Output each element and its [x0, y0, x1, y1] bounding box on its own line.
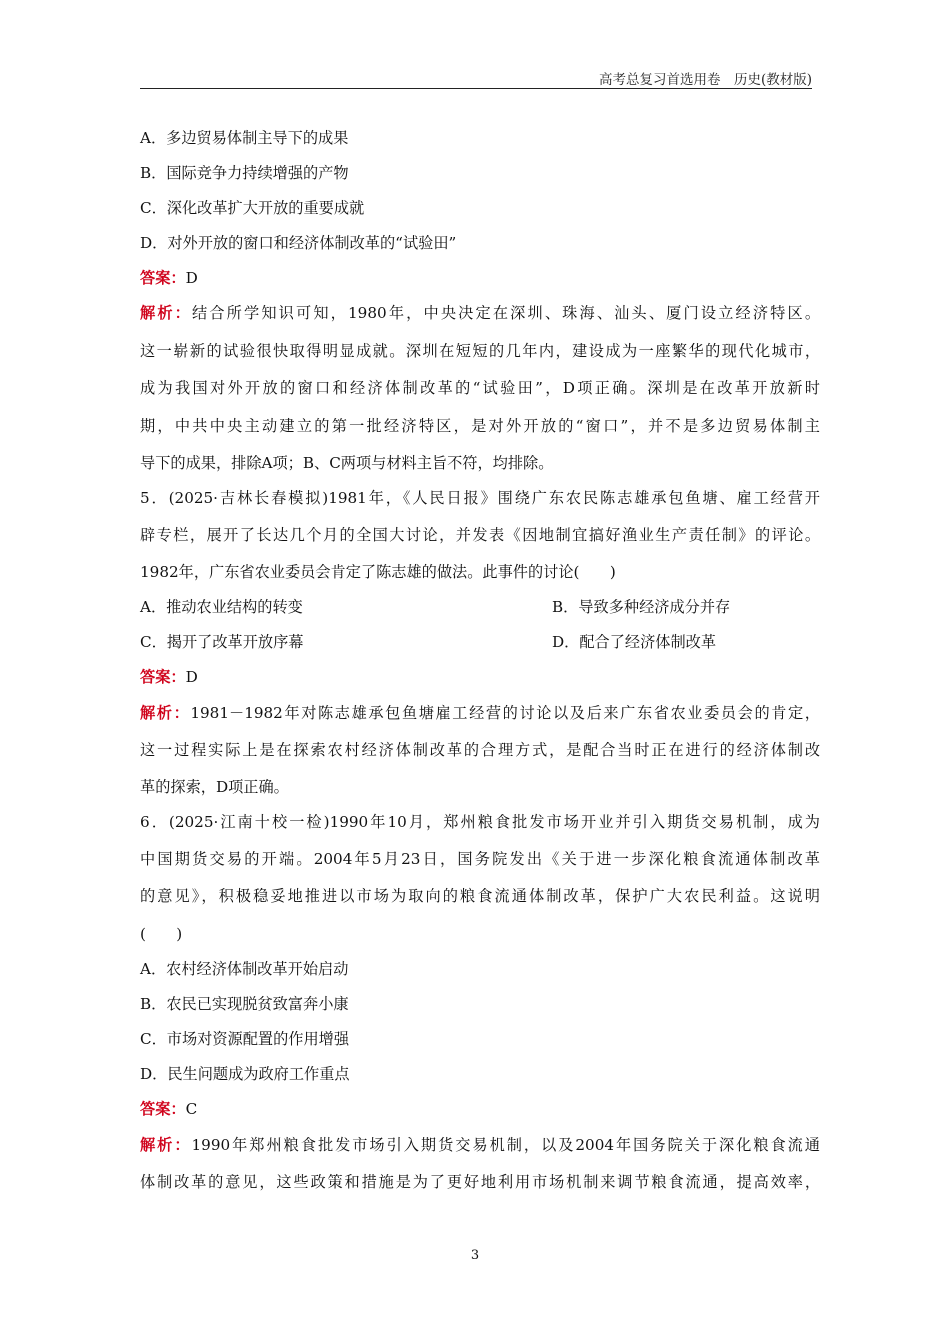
page-header — [140, 66, 812, 89]
q5-options-row — [140, 632, 820, 652]
q4-analysis-line: 期，中共中央主动建立的第一批经济特区，是对外开放的“窗口”，并不是多边贸易体制主 — [140, 417, 820, 435]
q6-option-a: A．农村经济体制改革开始启动 — [140, 960, 349, 978]
q5-option-a: A．推动农业结构的转变 — [140, 598, 303, 616]
q5-option-b: B．导致多种经济成分并存 — [552, 598, 731, 616]
q6-option-d: D．民生问题成为政府工作重点 — [140, 1065, 350, 1083]
answer-label: 答案： — [140, 668, 186, 686]
q4-option-c: C．深化改革扩大开放的重要成就 — [140, 199, 365, 217]
q5-option-c: C．揭开了改革开放序幕 — [140, 633, 304, 651]
answer-value: D — [185, 668, 198, 686]
q5-stem-line: 1982年，广东省农业委员会肯定了陈志雄的做法。此事件的讨论( ) — [140, 563, 616, 581]
q6-analysis-line — [140, 1135, 820, 1155]
page-number: 3 — [470, 1248, 480, 1263]
q5-options-row — [140, 597, 820, 617]
analysis-label: 解析： — [140, 304, 193, 322]
q5-analysis-line — [140, 703, 820, 723]
answer-value: D — [185, 269, 198, 287]
analysis-label: 解析： — [140, 704, 191, 722]
q6-option-b: B．农民已实现脱贫致富奔小康 — [140, 995, 349, 1013]
q5-stem-line: 5．(2025·吉林长春模拟)1981年，《人民日报》围绕广东农民陈志雄承包鱼塘、雇工经营开 — [140, 489, 820, 507]
q6-stem-line: 中国期货交易的开端。2004年5月23日，国务院发出《关于进一步深化粮食流通体制改革 — [140, 850, 820, 868]
analysis-text: 结合所学知识可知，1980年，中央决定在深圳、珠海、汕头、厦门设立经济特区。 — [192, 304, 821, 322]
q5-stem-line: 辟专栏，展开了长达几个月的全国大讨论，并发表《因地制宜搞好渔业生产责任制》的评论。 — [140, 526, 820, 544]
analysis-text: 1981－1982年对陈志雄承包鱼塘雇工经营的讨论以及后来广东省农业委员会的肯定， — [190, 704, 820, 722]
q6-stem-line: 6．(2025·江南十校一检)1990年10月，郑州粮食批发市场开业并引入期货交易机制，成为 — [140, 813, 820, 831]
q6-stem-line: ( ) — [140, 925, 183, 943]
q4-option-a: A．多边贸易体制主导下的成果 — [140, 129, 349, 147]
q6-stem-line: 的意见》，积极稳妥地推进以市场为取向的粮食流通体制改革，保护广大农民利益。这说明 — [140, 887, 820, 905]
q5-answer — [140, 667, 820, 687]
q4-analysis-line: 这一崭新的试验很快取得明显成就。深圳在短短的几年内，建设成为一座繁华的现代化城市， — [140, 342, 820, 360]
analysis-text: 1990年郑州粮食批发市场引入期货交易机制，以及2004年国务院关于深化粮食流通 — [191, 1136, 820, 1154]
q4-analysis-line: 导下的成果，排除A项；B、C两项与材料主旨不符，均排除。 — [140, 454, 554, 472]
answer-label: 答案： — [140, 269, 186, 287]
q5-analysis-line: 这一过程实际上是在探索农村经济体制改革的合理方式，是配合当时正在进行的经济体制改 — [140, 741, 820, 759]
q6-option-c: C．市场对资源配置的作用增强 — [140, 1030, 350, 1048]
answer-label: 答案： — [140, 1100, 186, 1118]
q6-analysis-line: 体制改革的意见，这些政策和措施是为了更好地利用市场机制来调节粮食流通，提高效率， — [140, 1173, 820, 1191]
header-title: 高考总复习首选用卷 历史(教材版) — [598, 72, 812, 88]
q4-answer — [140, 268, 820, 288]
q4-option-b: B．国际竞争力持续增强的产物 — [140, 164, 349, 182]
q4-analysis-line — [140, 303, 820, 323]
analysis-label: 解析： — [140, 1136, 192, 1154]
answer-value: C — [185, 1100, 198, 1118]
q6-answer — [140, 1099, 820, 1119]
q4-option-d: D．对外开放的窗口和经济体制改革的“试验田” — [140, 234, 457, 252]
q5-option-d: D．配合了经济体制改革 — [552, 633, 717, 651]
q4-analysis-line: 成为我国对外开放的窗口和经济体制改革的“试验田”，D项正确。深圳是在改革开放新时 — [140, 379, 820, 397]
q5-analysis-line: 革的探索，D项正确。 — [140, 778, 289, 796]
